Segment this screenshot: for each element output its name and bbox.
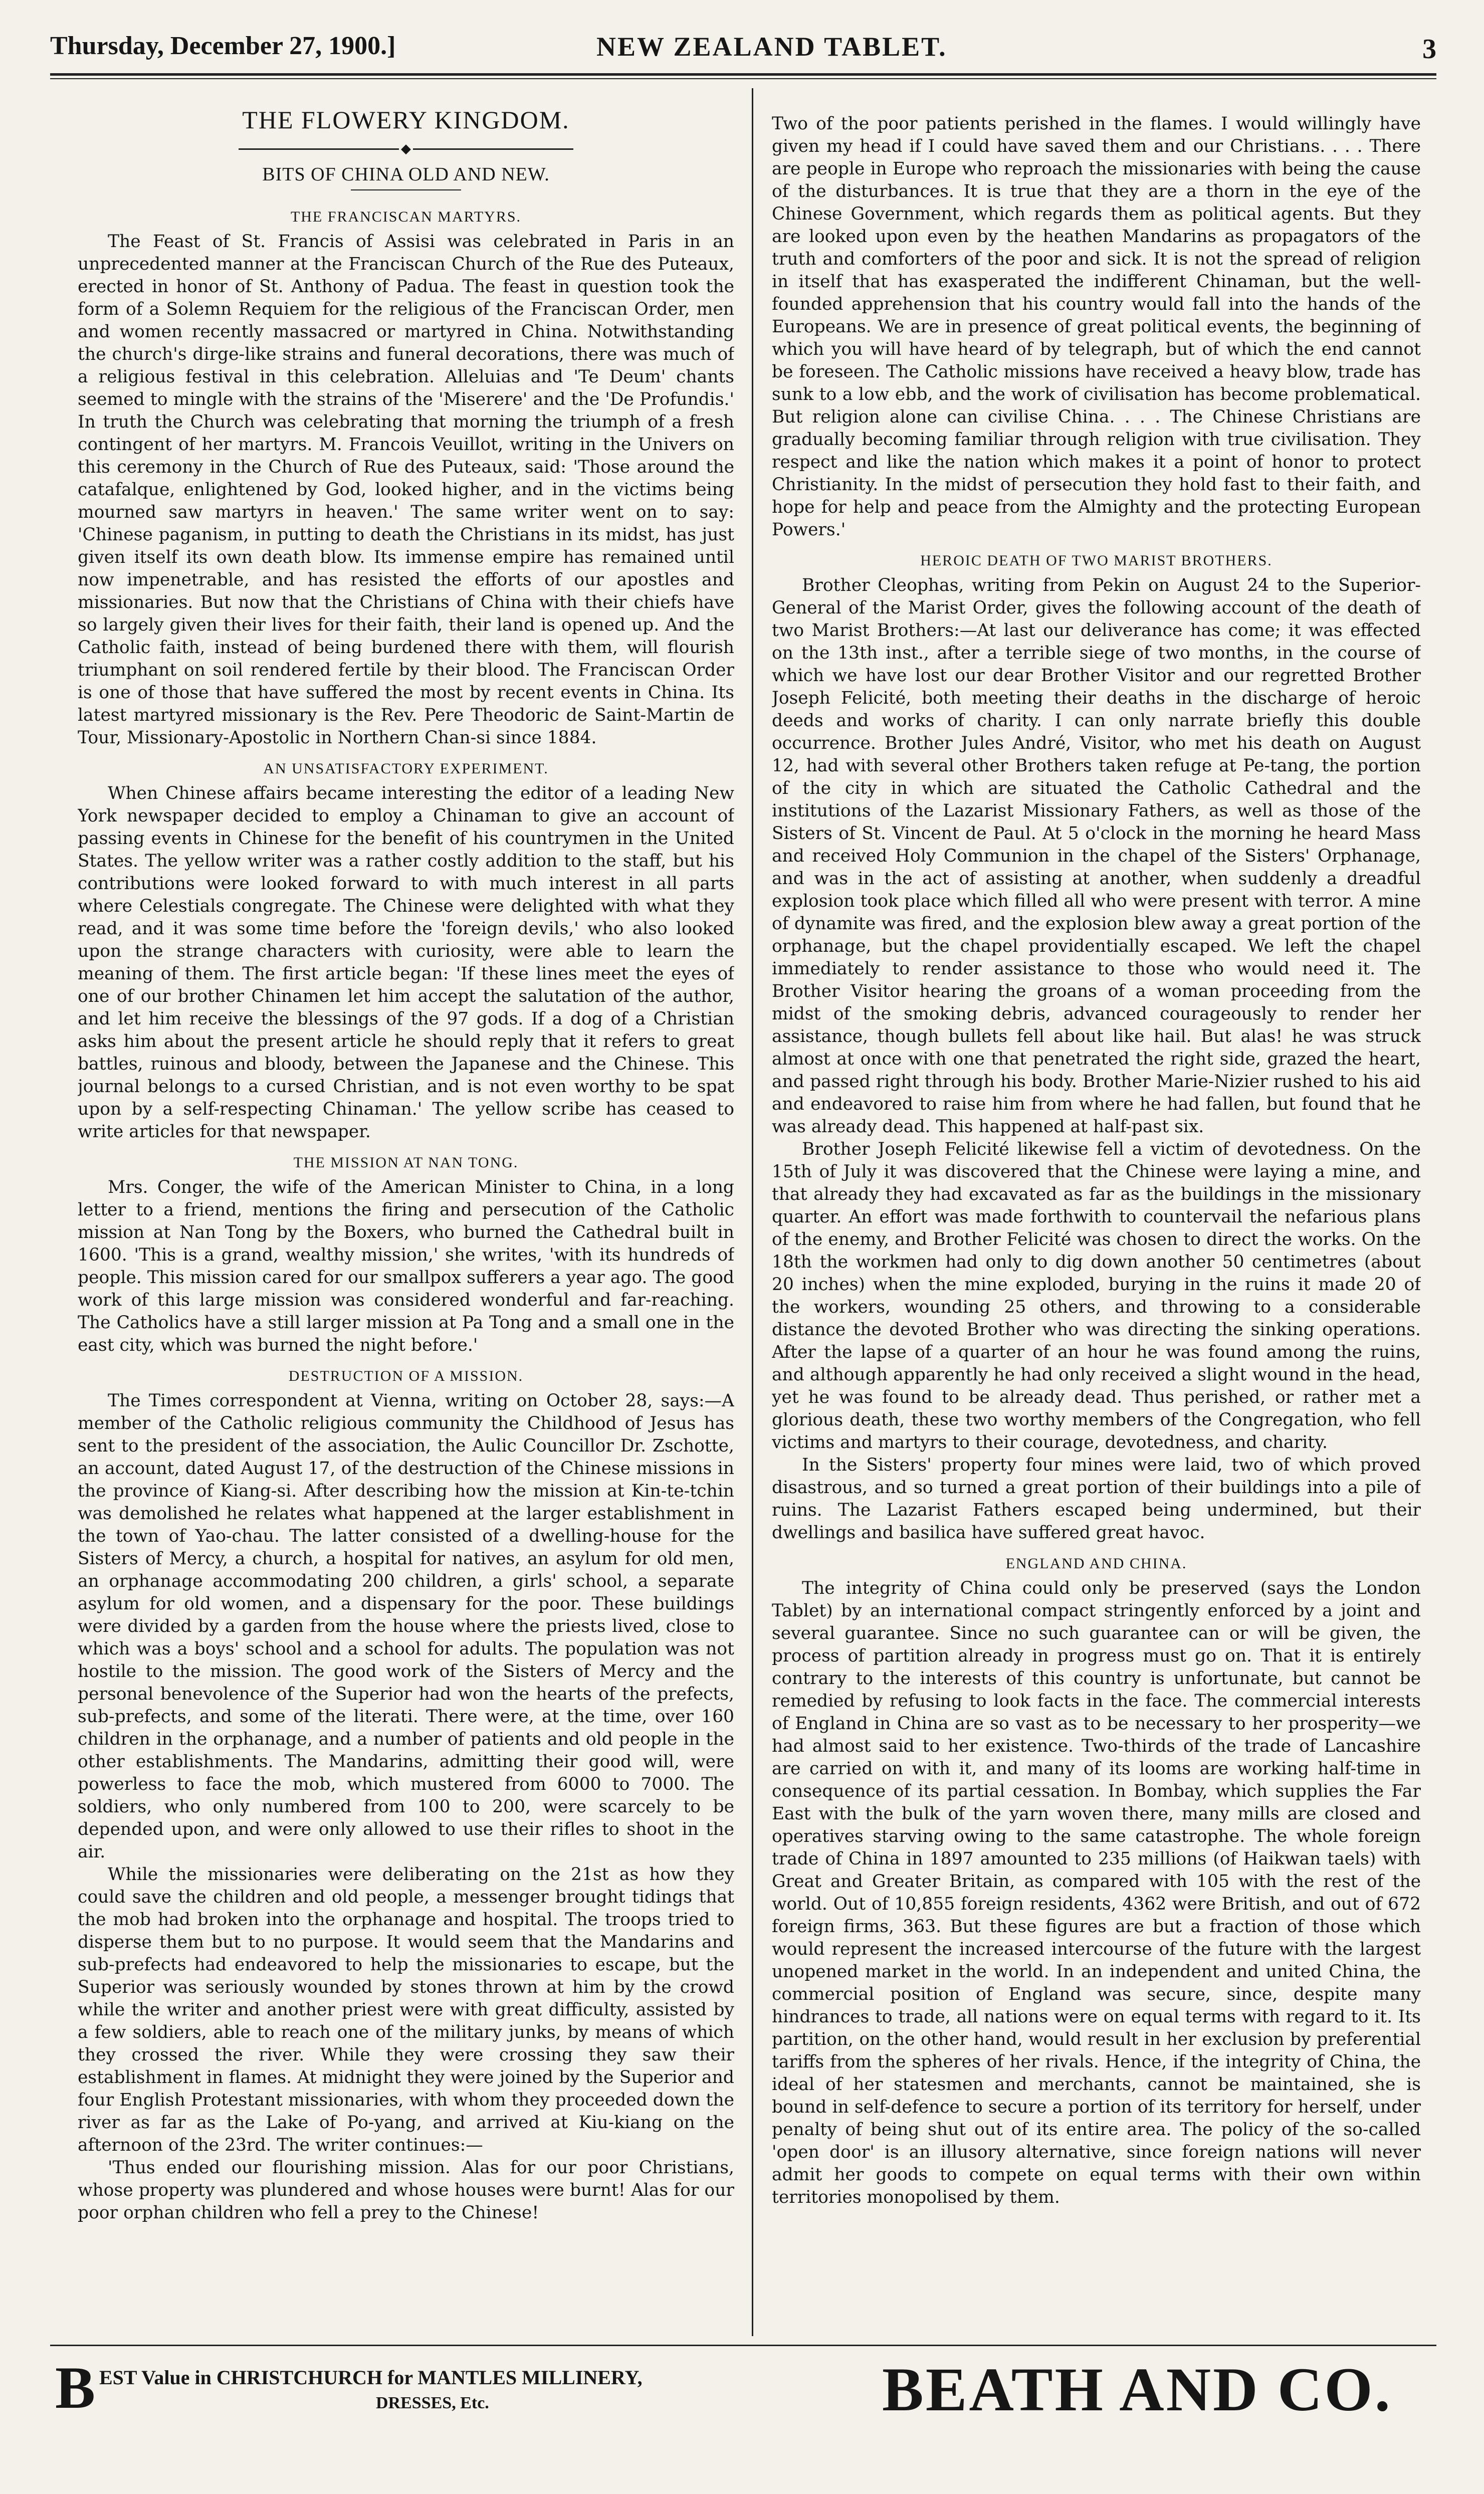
- left-column: [78, 105, 734, 2316]
- paragraph: The integrity of China could only be preserved (says the London Tablet) by an international compact stringently enforced by a joint and several guarantee. Since no such guarantee can or will be given, the process of partition already in progress must go on. That it is entirely contrary to the interests of this country is unfortunate, but cannot be remedied by refusing to look facts in the face. The commercial interests of England in China are so vast as to be necessary to her prosperity—we had almost said to her existence. Two-thirds of the trade of Lancashire are carried on with it, and many of its looms are working half-time in consequence of its partial cessation. In Bombay, which supplies the Far East with the bulk of the yarn woven there, many mills are closed and operatives starving owing to the same catastrophe. The whole foreign trade of China in 1897 amounted to 235 millions (of Haikwan taels) with Great and Greater Britain, as compared with 105 with the rest of the world. Out of 10,855 foreign residents, 4362 were British, and out of 672 foreign firms, 363. But these figures are but a fraction of those which would represent the increased intercourse of the future with the largest unopened market in the world. In an independent and united China, the commercial position of England was secure, since, despite many hindrances to trade, all nations were on equal terms with regard to it. Its partition, on the other hand, would result in her exclusion by preferential tariffs from the spheres of her rivals. Hence, if the integrity of China, the ideal of her statesmen and merchants, cannot be maintained, she is bound in self-defence to secure a portion of its territory for herself, under penalty of being shut out of its entire area. The policy of the so-called 'open door' is an illusory alternative, since foreign nations will never admit her goods to compete on equal terms with their own within territories monopolised by them.: [772, 1578, 1421, 2207]
- paragraph-continued: Two of the poor patients perished in the flames. I would willingly have given my head if I could have saved them and our Christians. . . . There are people in Europe who reproach the missionaries with being the cause of the disturbances. It is true that they are a thorn in the eye of the Chinese Government, which regards them as political agents. But they are looked upon even by the heathen Mandarins as propagators of the truth and comforters of the poor and sick. It is not the spread of religion in itself that has exasperated the indifferent Chinaman, but the well-founded apprehension that his country would fall into the hands of the Europeans. We are in presence of great political events, the beginning of which you will have heard of by telegraph, but of which the end cannot be foreseen. The Catholic missions have received a heavy blow, trade has sunk to a low ebb, and the work of civilisation has become problematical. But religion alone can civilise China. . . . The Chinese Christians are gradually becoming familiar through religion with true civilisation. They respect and like the nation which makes it a point of honor to protect Christianity. In the midst of persecution they hold fast to their faith, and hope for help and peace from the Almighty and the protecting European Powers.': [772, 114, 1421, 540]
- advert-line-1: EST Value in CHRISTCHURCH for MANTLES MILLINERY,: [99, 2366, 643, 2389]
- subtitle-rule: [351, 189, 461, 190]
- masthead-rule-thin: [50, 78, 1436, 79]
- paragraph: When Chinese affairs became interesting the editor of a leading New York newspaper decided to employ a Chinaman to give an account of passing events in Chinese for the benefit of his countrymen in the United States. The yellow writer was a rather costly addition to the staff, but his contributions were looked forward to with much interest in all parts where Celestials congregate. The Chinese were delighted with what they read, and it was some time before the 'foreign devils,' who also looked upon the strange characters with curiosity, were able to learn the meaning of them. The first article began: 'If these lines meet the eyes of one of our brother Chinamen let him accept the salutation of the author, and let him receive the blessings of the 97 gods. If a dog of a Christian asks him about the present article he should reply that it refers to great battles, ruinous and bloody, between the Japanese and the Chinese. This journal belongs to a cursed Christian, and is not even worthy to be spat upon by a self-respecting Chinaman.' The yellow scribe has ceased to write articles for that newspaper.: [78, 783, 734, 1142]
- issue-date: Thursday, December 27, 1900.]: [50, 32, 396, 60]
- section-heading-nan-tong: THE MISSION AT NAN TONG.: [293, 1154, 519, 1171]
- section-heading-experiment: AN UNSATISFACTORY EXPERIMENT.: [263, 760, 549, 777]
- advert-drop-cap: B: [55, 2354, 96, 2421]
- paragraph: 'Thus ended our flourishing mission. Alas for our poor Christians, whose property was plundered and whose houses were burnt! Alas for our poor orphan children who fell a prey to the Chinese!: [78, 2158, 734, 2223]
- advertiser-name: BEATH AND CO.: [882, 2355, 1392, 2424]
- advert-rule: [50, 2345, 1436, 2346]
- section-heading-marist: HEROIC DEATH OF TWO MARIST BROTHERS.: [920, 552, 1273, 569]
- paragraph: Brother Joseph Felicité likewise fell a victim of devotedness. On the 15th of July it was discovered that the Chinese were laying a mine, and that already they had excavated as far as the buildings in the missionary quarter. An effort was made forthwith to countervail the nefarious plans of the enemy, and Brother Felicité was chosen to direct the works. On the 18th the workmen had only to dig down another 50 centimetres (about 20 inches) when the mine exploded, burying in the ruins it made 20 of the workers, wounding 25 others, and throwing to a considerable distance the devoted Brother who was directing the sinking operations. After the lapse of a quarter of an hour he was found among the ruins, and although apparently he had only received a slight wound in the head, yet he was found to be already dead. Thus perished, or rather met a glorious death, these two worthy members of the Congregation, who fell victims and martyrs to their courage, devotedness, and charity.: [772, 1139, 1421, 1452]
- diamond-icon: ◆: [401, 141, 411, 156]
- title-ornament: [78, 141, 734, 156]
- article-subtitle: BITS OF CHINA OLD AND NEW.: [262, 164, 550, 185]
- advert-line-2: DRESSES, Etc.: [376, 2394, 489, 2412]
- paragraph: While the missionaries were deliberating on the 21st as how they could save the children and old people, a messenger brought tidings that the mob had broken into the orphanage and hospital. The troops tried to disperse them but to no purpose. It would seem that the Mandarins and sub-prefects had endeavored to help the missionaries to escape, but the Superior was seriously wounded by stones thrown at him by the crowd while the writer and another priest were with great difficulty, assisted by a few soldiers, able to reach one of the military junks, by means of which they crossed the river. While they were crossing they saw their establishment in flames. At midnight they were joined by the Superior and four English Protestant missionaries, with whom they proceeded down the river as far as the Lake of Po-yang, and arrived at Kiu-kiang on the afternoon of the 23rd. The writer continues:—: [78, 1864, 734, 2155]
- section-heading-england: ENGLAND AND CHINA.: [1005, 1555, 1187, 1572]
- paragraph: Mrs. Conger, the wife of the American Minister to China, in a long letter to a friend, mentions the firing and persecution of the Catholic mission at Nan Tong by the Boxers, who burned the Cathedral built in 1600. 'This is a grand, wealthy mission,' she writes, 'with its hundreds of people. This mission cared for our smallpox sufferers a year ago. The good work of this large mission was considered wonderful and far-reaching. The Catholics have a still larger mission at Pa Tong and a small one in the east city, which was burned the night before.': [78, 1177, 734, 1355]
- advertisement-text: [55, 2354, 757, 2431]
- paragraph: The Feast of St. Francis of Assisi was celebrated in Paris in an unprecedented manner at the Franciscan Church of the Rue des Puteaux, erected in honor of St. Anthony of Padua. The feast in question took the form of a Solemn Requiem for the religious of the Franciscan Order, men and women recently massacred or martyred in China. Notwithstanding the church's dirge-like strains and funeral decorations, there was much of a religious festival in this celebration. Alleluias and 'Te Deum' chants seemed to mingle with the strains of the 'Miserere' and the 'De Profundis.' In truth the Church was celebrating that morning the triumph of a fresh contingent of her martyrs. M. Francois Veuillot, writing in the Univers on this ceremony in the Church of Rue des Puteaux, said: 'Those around the catafalque, enlightened by God, looked higher, and in the victims being mourned saw martyrs in heaven.' The same writer went on to say: 'Chinese paganism, in putting to death the Christians in its midst, has just given itself its own death blow. Its immense empire has remained until now impenetrable, and has resisted the efforts of our apostles and missionaries. But now that the Christians of China with their chiefs have so largely given their lives for their faith, their land is opened up. And the Catholic faith, instead of being burdened there with them, will flourish triumphant on soil rendered fertile by their blood. The Franciscan Order is one of those that have suffered the most by recent events in China. Its latest martyred missionary is the Rev. Pere Theodoric de Saint-Martin de Tour, Missionary-Apostolic in Northern Chan-si since 1884.: [78, 232, 734, 748]
- column-divider: [752, 88, 753, 2336]
- page-number: 3: [1422, 34, 1436, 65]
- paragraph: Brother Cleophas, writing from Pekin on August 24 to the Superior-General of the Marist Order, gives the following account of the death of two Marist Brothers:—At last our deliverance has come; it was effected on the 13th inst., after a terrible siege of two months, in the course of which we have lost our dear Brother Visitor and our regretted Brother Joseph Felicité, both meeting their deaths in the discharge of heroic deeds and works of charity. I can only narrate briefly this double occurrence. Brother Jules André, Visitor, who met his death on August 12, had with several other Brothers taken refuge at Pe-tang, the portion of the city in which are situated the Catholic Cathedral and the institutions of the Lazarist Missionary Fathers, as well as those of the Sisters of St. Vincent de Paul. At 5 o'clock in the morning he heard Mass and received Holy Communion in the chapel of the Sisters' Orphanage, and was in the act of assisting at another, when suddenly a dreadful explosion took place which filled all who were present with terror. A mine of dynamite was fired, and the explosion blew away a great portion of the orphanage, but the chapel providentially escaped. We left the chapel immediately to render assistance to those who would need it. The Brother Visitor hearing the groans of a woman proceeding from the midst of the smoking debris, advanced courageously to render her assistance, though bullets fell about like hail. But alas! he was struck almost at once with one that penetrated the right side, grazed the heart, and passed right through his body. Brother Marie-Nizier rushed to his aid and endeavored to raise him from where he had fallen, but found that he was already dead. This happened at half-past six.: [772, 575, 1421, 1137]
- paragraph: The Times correspondent at Vienna, writing on October 28, says:—A member of the Catholic religious community the Childhood of Jesus has sent to the president of the association, the Aulic Councillor Dr. Zschotte, an account, dated August 17, of the destruction of the Chinese missions in the province of Kiang-si. After describing how the mission at Kin-te-tchin was demolished he relates what happened at the larger establishment in the town of Yao-chau. The latter consisted of a dwelling-house for the Sisters of Mercy, a church, a hospital for natives, an asylum for old men, an orphanage accommodating 200 children, a girls' school, a separate asylum for old women, and a dispensary for the poor. These buildings were divided by a garden from the house where the priests lived, close to which was a boys' school and a school for adults. The population was not hostile to the mission. The good work of the Sisters of Mercy and the personal benevolence of the Superior had won the hearts of the prefects, sub-prefects, and some of the literati. There were, at the time, over 160 children in the orphanage, and a number of patients and old people in the other establishments. The Mandarins, admitting their good will, were powerless to face the mob, which mustered from 6000 to 7000. The soldiers, who only numbered from 100 to 200, were scarcely to be depended upon, and were only allowed to use their rifles to shoot in the air.: [78, 1391, 734, 1862]
- article-title: THE FLOWERY KINGDOM.: [242, 106, 570, 134]
- right-column: [772, 113, 1421, 2323]
- newspaper-title: NEW ZEALAND TABLET.: [596, 32, 947, 62]
- paragraph: In the Sisters' property four mines were laid, two of which proved disastrous, and so turned a great portion of their buildings into a pile of ruins. The Lazarist Fathers escaped being undermined, but their dwellings and basilica have suffered great havoc.: [772, 1455, 1421, 1543]
- section-heading-franciscan: THE FRANCISCAN MARTYRS.: [290, 209, 522, 225]
- section-heading-destruction: DESTRUCTION OF A MISSION.: [288, 1368, 524, 1384]
- masthead-rule: [50, 73, 1436, 76]
- masthead: [50, 31, 1436, 77]
